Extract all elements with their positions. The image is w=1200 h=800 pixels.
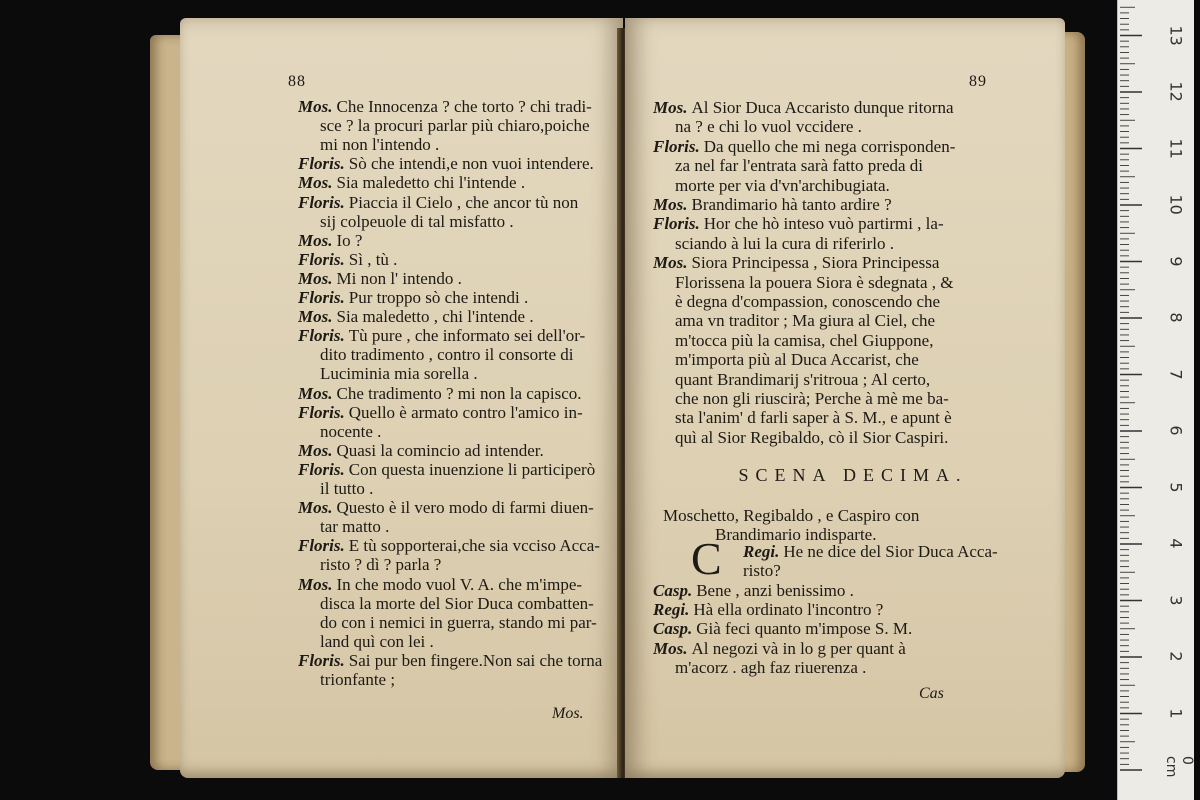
- text-line: [675, 156, 1095, 175]
- line-text: sta l'anim' d farli saper à S. M., e apunt è: [675, 408, 952, 428]
- text-line: [675, 311, 1095, 330]
- text-line: [653, 639, 1073, 658]
- speaker-label: Floris.: [298, 536, 345, 556]
- measurement-ruler: [1117, 0, 1194, 800]
- speaker-label: Floris.: [653, 136, 700, 156]
- speaker-label: Floris.: [298, 402, 345, 422]
- left-page-number: 88: [288, 73, 306, 90]
- ruler-number: 7: [1166, 368, 1186, 380]
- line-text: Da quello che mi nega corrisponden-: [703, 136, 956, 156]
- ruler-number: 3: [1166, 594, 1186, 606]
- speaker-label: Regi.: [743, 542, 780, 561]
- line-text: Già feci quanto m'impose S. M.: [696, 619, 913, 639]
- line-text: Siora Principessa , Siora Principessa: [691, 253, 940, 273]
- left-catchword: Mos.: [552, 705, 584, 722]
- line-text: Hor che hò inteso vuò partirmi , la-: [703, 214, 944, 234]
- text-line: [653, 581, 1073, 600]
- open-book: [145, 10, 1095, 780]
- speaker-label: Mos.: [653, 98, 688, 117]
- line-text: Sì , tù .: [348, 249, 398, 269]
- line-text: do con i nemici in guerra, stando mi par-: [320, 612, 597, 632]
- ruler-number: 8: [1166, 312, 1186, 323]
- right-catchword: Cas: [919, 685, 944, 702]
- speaker-label: Casp.: [653, 619, 693, 639]
- text-line: [675, 658, 1095, 677]
- text-line: [675, 350, 1095, 369]
- line-text: tar matto .: [320, 517, 390, 537]
- line-text: dito tradimento , contro il consorte di: [320, 345, 574, 365]
- line-text: mi non l'intendo .: [320, 135, 440, 155]
- ruler-number: 12: [1166, 81, 1186, 102]
- line-text: Hà ella ordinato l'incontro ?: [693, 599, 884, 619]
- line-text: m'acorz . agh faz riuerenza .: [675, 657, 867, 677]
- text-line: [675, 292, 1095, 311]
- speaker-label: Mos.: [653, 253, 688, 273]
- line-text: E tù sopporterai,che sia vcciso Acca-: [348, 536, 600, 556]
- line-text: disca la morte del Sior Duca combatten-: [320, 593, 594, 613]
- text-line: [653, 214, 1073, 233]
- line-text: Sia maledetto , chi l'intende .: [336, 307, 534, 327]
- line-text: m'tocca più la camisa, chel Giuppone,: [675, 330, 934, 350]
- line-text: Io ?: [336, 230, 363, 250]
- line-text: trionfante ;: [320, 670, 396, 689]
- cast-line-1: Moschetto, Regibaldo , e Caspiro con: [663, 506, 920, 525]
- drop-capital: C: [691, 533, 722, 584]
- text-line: [743, 561, 1163, 580]
- ruler-number: 4: [1166, 538, 1186, 549]
- line-text: Questo è il vero modo di farmi diuen-: [336, 498, 594, 518]
- speaker-label: Mos.: [298, 574, 333, 594]
- ruler-number: 13: [1166, 25, 1186, 46]
- speaker-label: Regi.: [653, 599, 690, 619]
- line-text: ama vn traditor ; Ma giura al Ciel, che: [675, 311, 936, 331]
- right-page: [625, 18, 1065, 778]
- line-text: quì al Sior Regibaldo, cò il Sior Caspiri.: [675, 427, 949, 447]
- line-text: Sai pur ben fingere.Non sai che torna: [348, 650, 603, 670]
- text-line: [675, 331, 1095, 350]
- line-text: za nel far l'entrata sarà fatto preda di: [675, 156, 924, 176]
- line-text: Sia maledetto chi l'intende .: [336, 173, 526, 193]
- line-text: risto ? dì ? parla ?: [320, 555, 442, 575]
- line-text: quant Brandimarij s'ritroua ; Al certo,: [675, 369, 931, 389]
- ruler-number: 1: [1166, 707, 1186, 719]
- text-line: [675, 273, 1095, 292]
- line-text: Luciminia mia sorella .: [320, 364, 478, 384]
- text-line: [675, 176, 1095, 195]
- left-page: [180, 18, 623, 778]
- line-text: è degna d'compassion, conoscendo che: [675, 292, 941, 311]
- text-line: [653, 137, 1073, 156]
- line-text: land quì con lei .: [320, 631, 434, 651]
- speaker-label: Floris.: [298, 249, 345, 269]
- speaker-label: Casp.: [653, 580, 693, 600]
- line-text: il tutto .: [320, 479, 374, 498]
- speaker-label: Mos.: [298, 97, 333, 116]
- line-text: Che Innocenza ? che torto ? chi tradi-: [336, 97, 592, 116]
- line-text: morte per via d'vn'archibugiata.: [675, 175, 890, 195]
- line-text: na ? e chi lo vuol vccidere .: [675, 117, 862, 137]
- line-text: Che tradimento ? mi non la capisco.: [336, 383, 582, 403]
- speaker-label: Floris.: [298, 288, 345, 307]
- line-text: Pur troppo sò che intendi .: [348, 288, 529, 307]
- text-line: [653, 253, 1073, 272]
- text-line: [675, 389, 1095, 408]
- line-text: m'importa più al Duca Accarist, che: [675, 350, 919, 370]
- speaker-label: Floris.: [298, 650, 345, 670]
- line-text: sciando à lui la cura di riferirlo .: [675, 233, 895, 253]
- line-text: Al Sior Duca Accaristo dunque ritorna: [691, 98, 954, 117]
- ruler-number: 10: [1166, 194, 1186, 215]
- speaker-label: Mos.: [298, 307, 333, 327]
- scene-title: SCENA DECIMA.: [738, 465, 968, 485]
- speaker-label: Floris.: [298, 326, 345, 346]
- text-line: [675, 117, 1095, 136]
- right-page-number: 89: [969, 73, 987, 90]
- line-text: Florissena la pouera Siora è sdegnata , &: [675, 272, 954, 292]
- text-line: [675, 408, 1095, 427]
- line-text: risto?: [743, 561, 781, 581]
- ruler-number: 5: [1166, 481, 1186, 493]
- speaker-label: Floris.: [298, 154, 345, 174]
- speaker-label: Mos.: [298, 230, 333, 250]
- line-text: Tù pure , che informato sei dell'or-: [348, 326, 586, 346]
- speaker-label: Mos.: [298, 498, 333, 518]
- text-line: [675, 370, 1095, 389]
- line-text: nocente .: [320, 421, 382, 441]
- text-line: [653, 98, 1073, 117]
- text-line: [653, 619, 1073, 638]
- speaker-label: Floris.: [298, 459, 345, 479]
- line-text: che non gli riuscirà; Perche à mè me ba-: [675, 389, 949, 408]
- ruler-ticks: [1118, 0, 1194, 800]
- line-text: Mi non l' intendo .: [336, 268, 462, 288]
- line-text: Sò che intendi,e non vuoi intendere.: [348, 154, 594, 174]
- text-line: [675, 234, 1095, 253]
- text-line: [653, 195, 1073, 214]
- line-text: sce ? la procuri parlar più chiaro,poiche: [320, 116, 590, 136]
- text-line: [743, 542, 1163, 561]
- speaker-label: Mos.: [653, 638, 688, 658]
- line-text: sij colpeuole di tal misfatto .: [320, 211, 514, 231]
- line-text: Bene , anzi benissimo .: [696, 580, 854, 600]
- ruler-number: 9: [1166, 255, 1186, 267]
- cast-line-2: Brandimario indisparte.: [715, 525, 877, 544]
- line-text: Piaccia il Cielo , che ancor tù non: [348, 192, 579, 212]
- line-text: Quasi la comincio ad intender.: [336, 440, 544, 460]
- line-text: Brandimario hà tanto ardire ?: [691, 195, 892, 214]
- speaker-label: Mos.: [298, 268, 333, 288]
- speaker-label: Mos.: [298, 440, 333, 460]
- ruler-unit-label: 0 cm: [1163, 756, 1195, 778]
- speaker-label: Mos.: [653, 195, 688, 214]
- text-line: [675, 428, 1095, 447]
- speaker-label: Mos.: [298, 173, 333, 193]
- line-text: He ne dice del Sior Duca Acca-: [783, 542, 998, 561]
- text-line: [653, 600, 1073, 619]
- speaker-label: Floris.: [298, 192, 345, 212]
- speaker-label: Floris.: [653, 214, 700, 234]
- line-text: Al negozi và in lo g per quant à: [691, 638, 906, 658]
- line-text: Con questa inuenzione li participerò: [348, 459, 596, 479]
- line-text: Quello è armato contro l'amico in-: [348, 402, 583, 422]
- line-text: In che modo vuol V. A. che m'impe-: [336, 574, 583, 594]
- speaker-label: Mos.: [298, 383, 333, 403]
- ruler-number: 2: [1166, 651, 1186, 662]
- ruler-number: 11: [1166, 138, 1186, 159]
- ruler-number: 6: [1166, 425, 1186, 436]
